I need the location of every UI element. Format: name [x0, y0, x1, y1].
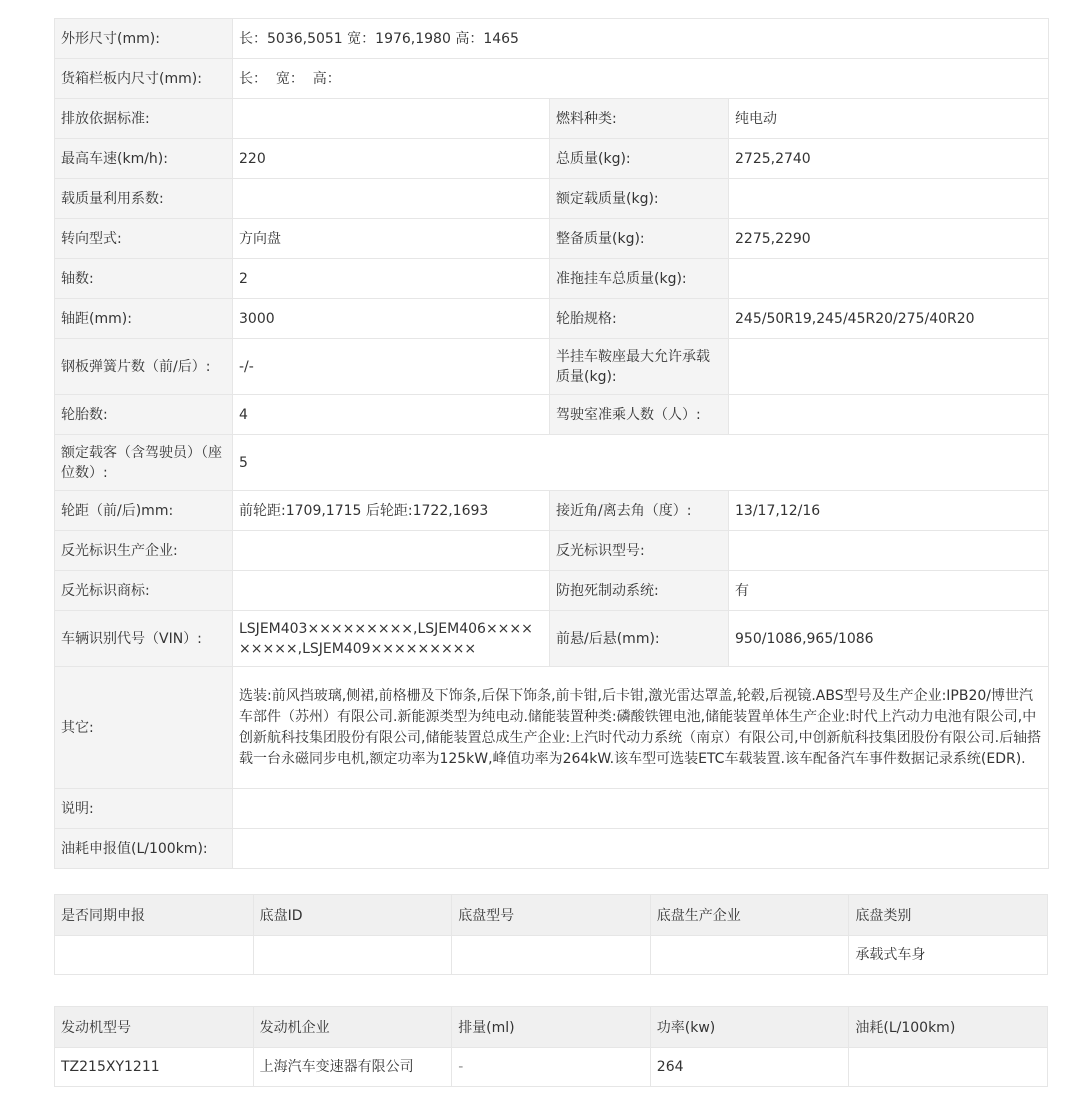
cab-seats-value	[729, 395, 1049, 435]
chassis-cell	[55, 936, 254, 975]
chassis-header: 底盘ID	[253, 895, 452, 936]
table-header-row	[55, 1007, 1048, 1048]
table-row	[55, 531, 1049, 571]
leaf-springs-value: -/-	[233, 339, 550, 395]
cargo-label: 货箱栏板内尺寸(mm):	[55, 59, 233, 99]
fuel-value: 纯电动	[729, 99, 1049, 139]
saddle-load-value	[729, 339, 1049, 395]
angles-label: 接近角/离去角（度）:	[550, 491, 729, 531]
saddle-load-label: 半挂车鞍座最大允许承载质量(kg):	[550, 339, 729, 395]
engine-header: 油耗(L/100km)	[849, 1007, 1048, 1048]
table-row	[55, 611, 1049, 667]
curb-mass-label: 整备质量(kg):	[550, 219, 729, 259]
engine-table	[54, 1006, 1048, 1087]
table-row	[55, 1048, 1048, 1087]
chassis-header: 是否同期申报	[55, 895, 254, 936]
tyres-label: 轮胎数:	[55, 395, 233, 435]
total-mass-value: 2725,2740	[729, 139, 1049, 179]
emission-value	[233, 99, 550, 139]
note-value	[233, 789, 1049, 829]
table-row	[55, 179, 1049, 219]
chassis-table	[54, 894, 1048, 975]
table-row	[55, 395, 1049, 435]
table-row	[55, 59, 1049, 99]
trailer-mass-label: 准拖挂车总质量(kg):	[550, 259, 729, 299]
engine-header: 排量(ml)	[452, 1007, 651, 1048]
rated-load-value	[729, 179, 1049, 219]
table-row	[55, 571, 1049, 611]
rated-load-label: 额定载质量(kg):	[550, 179, 729, 219]
consumption-value	[233, 829, 1049, 869]
passengers-label: 额定载客（含驾驶员）（座位数）:	[55, 435, 233, 491]
fuel-label: 燃料种类:	[550, 99, 729, 139]
track-label: 轮距（前/后)mm:	[55, 491, 233, 531]
consumption-label: 油耗申报值(L/100km):	[55, 829, 233, 869]
other-label: 其它:	[55, 667, 233, 789]
table-row	[55, 789, 1049, 829]
passengers-value: 5	[233, 435, 1049, 491]
chassis-header: 底盘类别	[849, 895, 1048, 936]
vin-label: 车辆识别代号（VIN）:	[55, 611, 233, 667]
wheelbase-value: 3000	[233, 299, 550, 339]
reflector-maker-value	[233, 531, 550, 571]
reflector-model-value	[729, 531, 1049, 571]
engine-header: 发动机企业	[253, 1007, 452, 1048]
reflector-brand-label: 反光标识商标:	[55, 571, 233, 611]
table-row	[55, 19, 1049, 59]
chassis-header: 底盘生产企业	[650, 895, 849, 936]
reflector-brand-value	[233, 571, 550, 611]
engine-header: 功率(kw)	[650, 1007, 849, 1048]
table-row	[55, 139, 1049, 179]
emission-label: 排放依据标准:	[55, 99, 233, 139]
table-row	[55, 219, 1049, 259]
leaf-springs-label: 钢板弹簧片数（前/后）:	[55, 339, 233, 395]
vehicle-params-table	[54, 18, 1049, 869]
other-value: 选装:前风挡玻璃,侧裙,前格栅及下饰条,后保下饰条,前卡钳,后卡钳,激光雷达罩盖,轮毂,后视镜.ABS型号及生产企业:IPB20/博世汽车部件（苏州）有限公司.新能源类型为纯电动.储能装置种类:磷酸铁锂电池,储能装置单体生产企业:时代上汽动力电池有限公司,中创新航科技集团股份有限公司,储能装置总成生产企业:上汽时代动力系统（南京）有限公司,中创新航科技集团股份有限公司.后轴搭载一台永磁同步电机,额定功率为125kW,峰值功率为264kW.该车型可选装ETC车载装置.该车配备汽车事件数据记录系统(EDR).	[233, 667, 1049, 789]
table-row	[55, 259, 1049, 299]
abs-label: 防抱死制动系统:	[550, 571, 729, 611]
vin-value: LSJEM403×××××××××,LSJEM406×××××××××,LSJEM409×××××××××	[233, 611, 550, 667]
steering-value: 方向盘	[233, 219, 550, 259]
table-row	[55, 829, 1049, 869]
cargo-value: 长： 宽： 高：	[233, 59, 1049, 99]
engine-header: 发动机型号	[55, 1007, 254, 1048]
angles-value: 13/17,12/16	[729, 491, 1049, 531]
engine-cell: TZ215XY1211	[55, 1048, 254, 1087]
curb-mass-value: 2275,2290	[729, 219, 1049, 259]
reflector-model-label: 反光标识型号:	[550, 531, 729, 571]
total-mass-label: 总质量(kg):	[550, 139, 729, 179]
table-row	[55, 491, 1049, 531]
chassis-cell: 承载式车身	[849, 936, 1048, 975]
abs-value: 有	[729, 571, 1049, 611]
table-row	[55, 99, 1049, 139]
table-row	[55, 339, 1049, 395]
chassis-cell	[650, 936, 849, 975]
table-row	[55, 667, 1049, 789]
axles-value: 2	[233, 259, 550, 299]
overhang-label: 前悬/后悬(mm):	[550, 611, 729, 667]
table-row	[55, 936, 1048, 975]
axles-label: 轴数:	[55, 259, 233, 299]
chassis-cell	[253, 936, 452, 975]
overhang-value: 950/1086,965/1086	[729, 611, 1049, 667]
load-coef-label: 载质量利用系数:	[55, 179, 233, 219]
table-header-row	[55, 895, 1048, 936]
speed-value: 220	[233, 139, 550, 179]
engine-cell: 上海汽车变速器有限公司	[253, 1048, 452, 1087]
dims-label: 外形尺寸(mm):	[55, 19, 233, 59]
engine-cell	[849, 1048, 1048, 1087]
trailer-mass-value	[729, 259, 1049, 299]
reflector-maker-label: 反光标识生产企业:	[55, 531, 233, 571]
tyre-spec-label: 轮胎规格:	[550, 299, 729, 339]
engine-cell: -	[452, 1048, 651, 1087]
engine-cell: 264	[650, 1048, 849, 1087]
wheelbase-label: 轴距(mm):	[55, 299, 233, 339]
load-coef-value	[233, 179, 550, 219]
dims-value: 长：5036,5051 宽：1976,1980 高：1465	[233, 19, 1049, 59]
cab-seats-label: 驾驶室准乘人数（人）:	[550, 395, 729, 435]
table-row	[55, 299, 1049, 339]
chassis-cell	[452, 936, 651, 975]
note-label: 说明:	[55, 789, 233, 829]
table-row	[55, 435, 1049, 491]
steering-label: 转向型式:	[55, 219, 233, 259]
tyre-spec-value: 245/50R19,245/45R20/275/40R20	[729, 299, 1049, 339]
speed-label: 最高车速(km/h):	[55, 139, 233, 179]
track-value: 前轮距:1709,1715 后轮距:1722,1693	[233, 491, 550, 531]
tyres-value: 4	[233, 395, 550, 435]
chassis-header: 底盘型号	[452, 895, 651, 936]
